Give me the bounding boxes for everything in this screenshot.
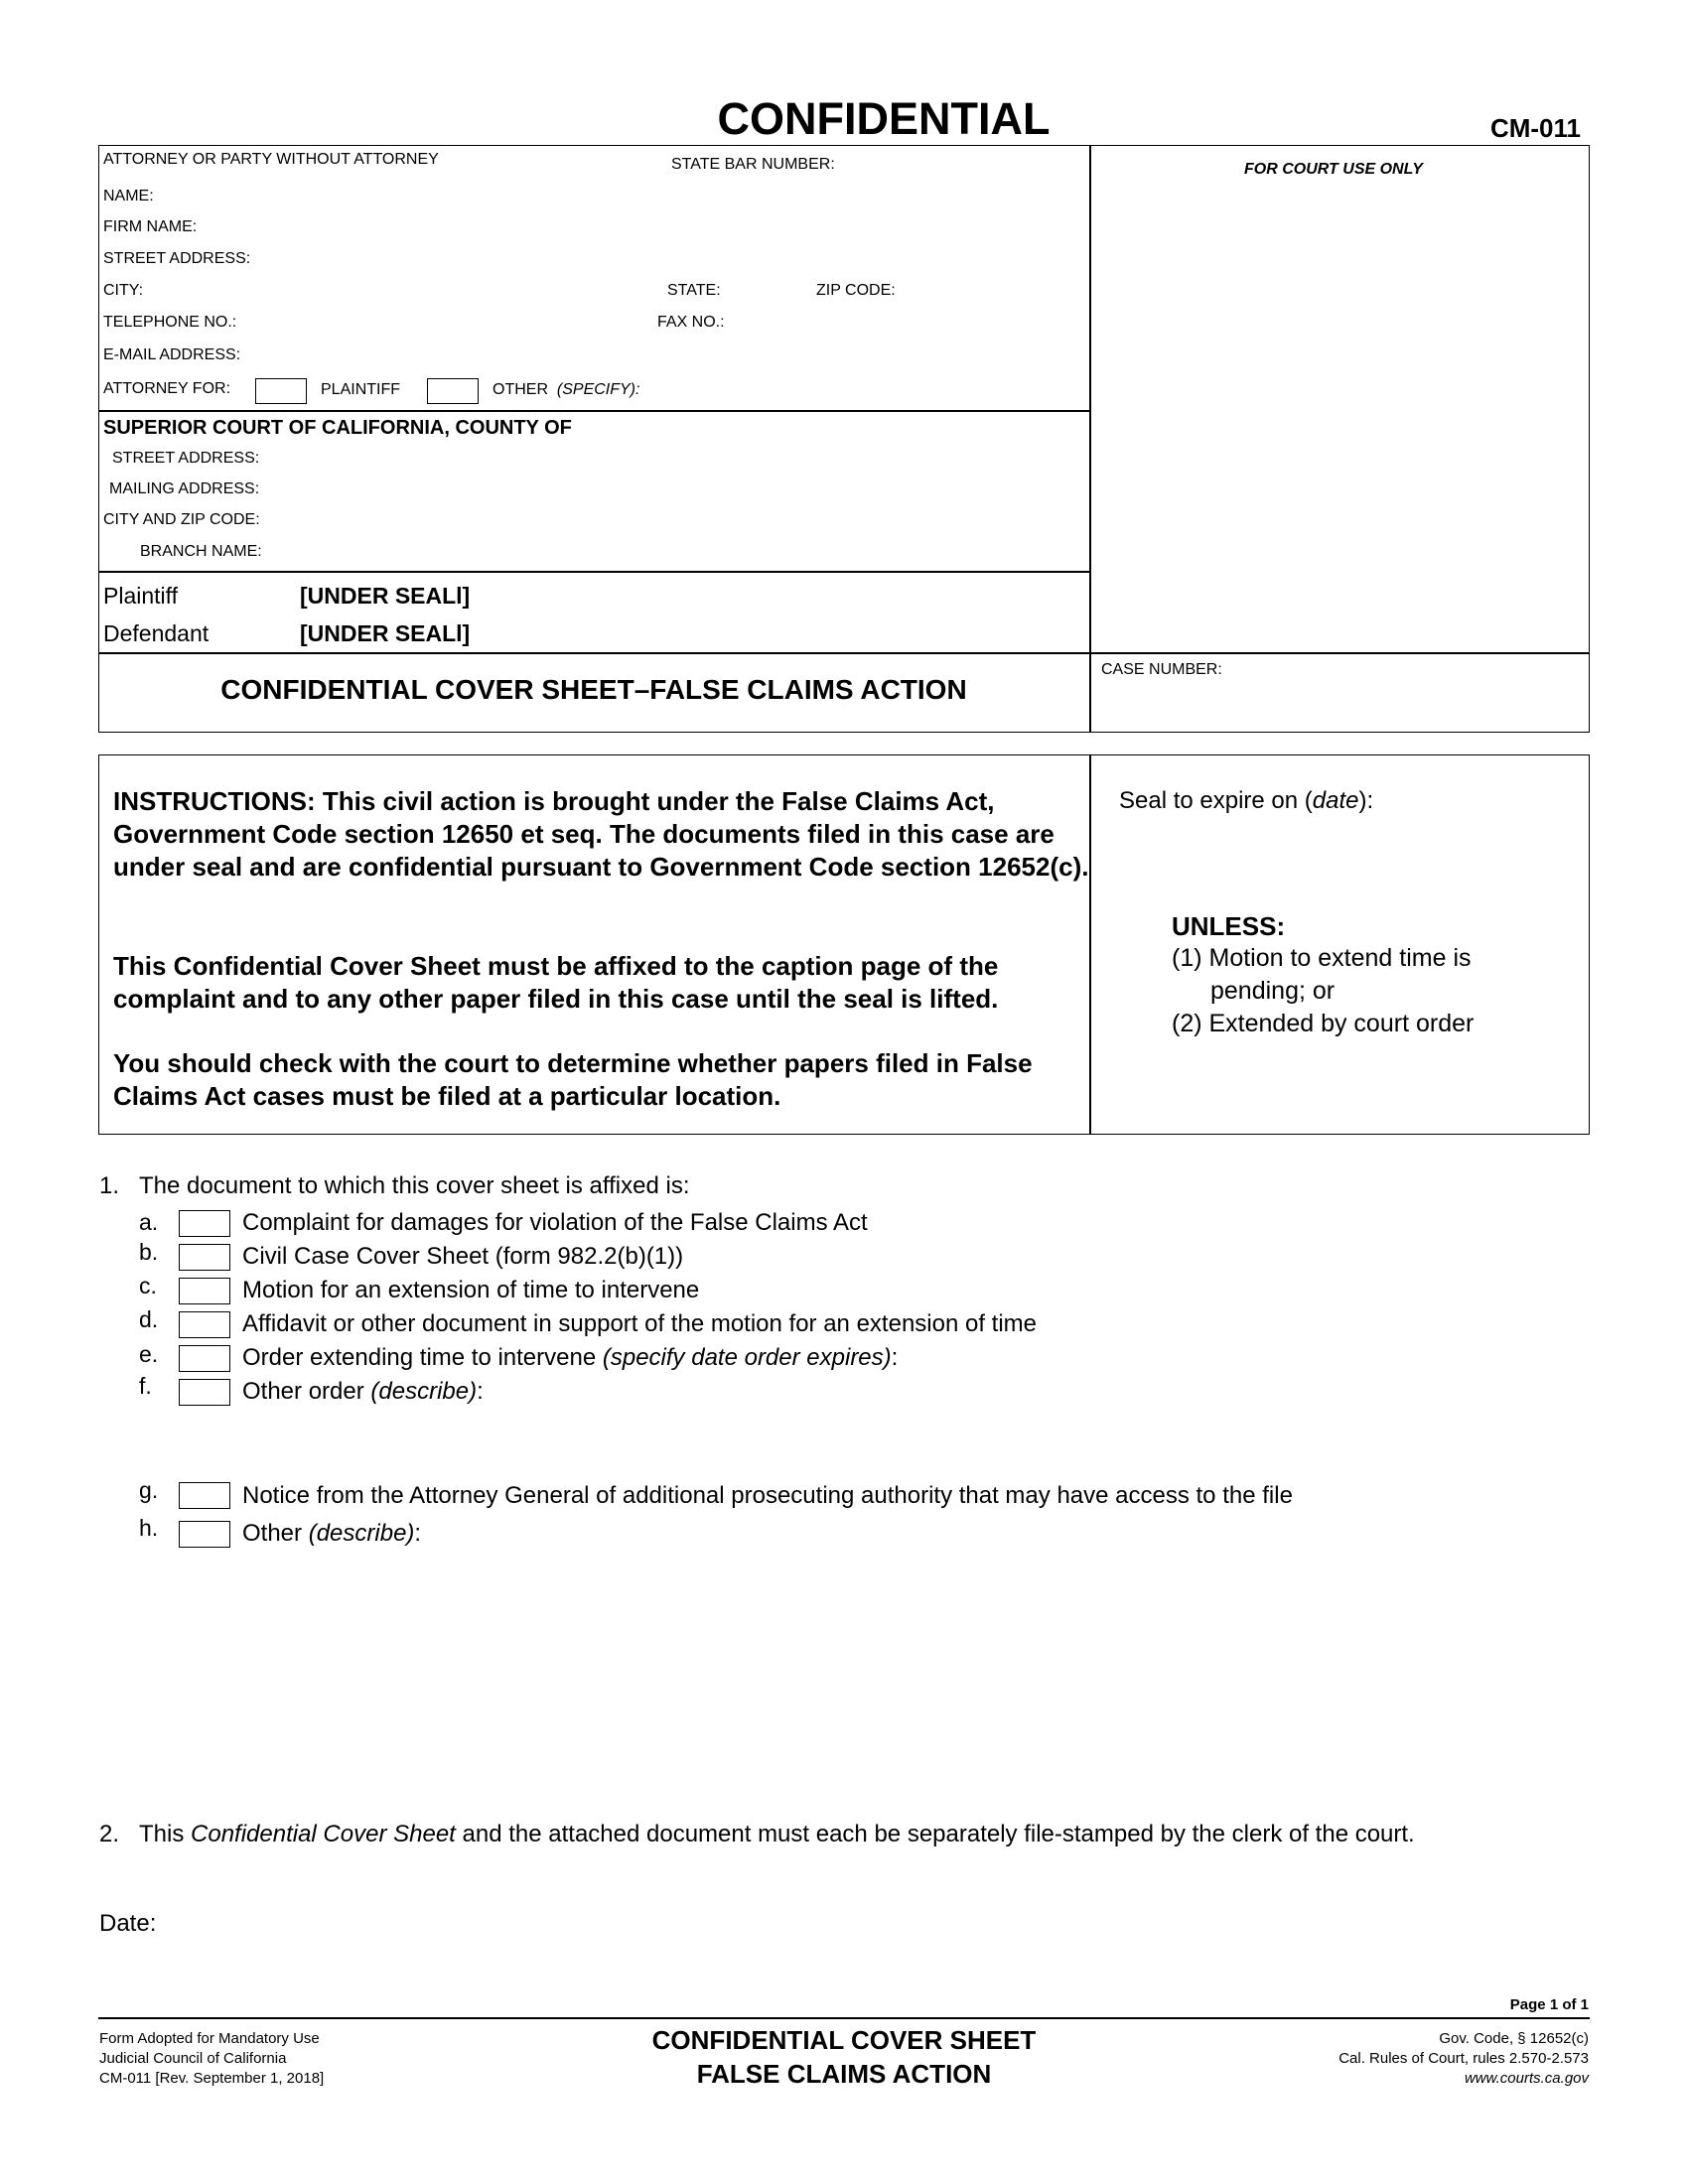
attorney-heading: ATTORNEY OR PARTY WITHOUT ATTORNEY (103, 151, 439, 168)
unless-label: UNLESS: (1172, 911, 1286, 941)
email-label: E-MAIL ADDRESS: (103, 346, 241, 363)
plaintiff-label: Plaintiff (103, 583, 179, 609)
state-bar-label: STATE BAR NUMBER: (671, 156, 835, 173)
item-e-colon: : (891, 1344, 899, 1371)
section-2-pre: This (139, 1821, 192, 1847)
item-b-checkbox[interactable] (179, 1244, 230, 1271)
plaintiff-checkbox[interactable] (255, 378, 307, 404)
footer-center (596, 2023, 1092, 2091)
city-zip-label: CITY AND ZIP CODE: (103, 511, 260, 528)
fax-label: FAX NO.: (657, 314, 725, 331)
footer-left-line-1: Form Adopted for Mandatory Use (99, 2030, 320, 2047)
firm-name-label: FIRM NAME: (103, 218, 198, 235)
item-g-checkbox[interactable] (179, 1482, 230, 1509)
seal-prefix: Seal to expire on ( (1119, 787, 1313, 814)
item-c-text: Motion for an extension of time to intervene (242, 1277, 700, 1303)
other-checkbox[interactable] (427, 378, 479, 404)
other-option-label (492, 381, 639, 399)
item-h-checkbox[interactable] (179, 1521, 230, 1548)
court-parties-divider (98, 571, 1089, 573)
caption-divider (1089, 145, 1091, 733)
plaintiff-value: [UNDER SEALl] (300, 583, 471, 609)
footer-left (99, 2029, 324, 2089)
item-b-letter: b. (139, 1239, 159, 1265)
item-e-note: (specify date order expires) (602, 1344, 892, 1371)
item-h-colon: : (414, 1520, 422, 1547)
item-h-note: (describe) (308, 1520, 415, 1547)
item-d-text: Affidavit or other document in support of the motion for an extension of time (242, 1310, 1038, 1337)
defendant-value: [UNDER SEALl] (300, 620, 471, 646)
case-number-label: CASE NUMBER: (1101, 661, 1222, 678)
section-1-number: 1. (99, 1172, 120, 1199)
city-label: CITY: (103, 282, 144, 299)
attorney-street-label: STREET ADDRESS: (103, 250, 251, 267)
seal-suffix: ): (1358, 787, 1374, 814)
item-c-letter: c. (139, 1273, 157, 1298)
item-e-main: Order extending time to intervene (242, 1344, 603, 1371)
section-1-intro: The document to which this cover sheet is affixed is: (139, 1172, 690, 1199)
item-e-text (242, 1344, 898, 1372)
section-2-italic: Confidential Cover Sheet (191, 1821, 456, 1847)
footer-center-line-2: FALSE CLAIMS ACTION (696, 2059, 992, 2089)
instructions-paragraph-3: You should check with the court to determine whether papers filed in False Claims Act cases must be filed at a particular location. (113, 1048, 1033, 1111)
cover-sheet-title: CONFIDENTIAL COVER SHEET–FALSE CLAIMS ACTION (220, 674, 967, 705)
footer-left-line-2: Judicial Council of California (99, 2050, 287, 2067)
section-2-text (139, 1821, 1415, 1848)
attorney-for-label: ATTORNEY FOR: (103, 380, 231, 397)
item-d-checkbox[interactable] (179, 1311, 230, 1338)
name-label: NAME: (103, 188, 154, 205)
item-a-letter: a. (139, 1209, 159, 1235)
item-h-main: Other (242, 1520, 309, 1547)
item-f-letter: f. (139, 1373, 152, 1399)
item-a-text: Complaint for damages for violation of the False Claims Act (242, 1209, 868, 1236)
seal-date-word: date (1312, 787, 1359, 814)
court-use-label: FOR COURT USE ONLY (1244, 161, 1423, 178)
item-d-letter: d. (139, 1306, 159, 1332)
date-label: Date: (99, 1910, 157, 1937)
court-street-label: STREET ADDRESS: (112, 450, 260, 467)
courts-website-link[interactable]: www.courts.ca.gov (1464, 2070, 1589, 2087)
item-h-letter: h. (139, 1515, 159, 1541)
condition-1-cont: pending; or (1210, 977, 1336, 1005)
page-title: CONFIDENTIAL (717, 93, 1051, 144)
plaintiff-option-label: PLAINTIFF (321, 381, 401, 398)
footer-right-line-2: Cal. Rules of Court, rules 2.570-2.573 (1338, 2050, 1589, 2067)
zip-code-label: ZIP CODE: (816, 282, 896, 299)
item-a-checkbox[interactable] (179, 1210, 230, 1237)
item-f-colon: : (477, 1378, 484, 1405)
condition-2: (2) Extended by court order (1172, 1010, 1475, 1037)
mailing-address-label: MAILING ADDRESS: (109, 480, 260, 497)
section-2-number: 2. (99, 1821, 120, 1847)
attorney-court-divider (98, 410, 1089, 412)
footer-center-line-1: CONFIDENTIAL COVER SHEET (651, 2025, 1037, 2055)
item-f-main: Other order (242, 1378, 371, 1405)
item-e-checkbox[interactable] (179, 1345, 230, 1372)
other-text: OTHER (492, 381, 548, 398)
footer-right-line-1: Gov. Code, § 12652(c) (1439, 2030, 1589, 2047)
item-f-note: (describe) (370, 1378, 478, 1405)
form-number: CM-011 (1489, 113, 1581, 143)
item-e-letter: e. (139, 1341, 159, 1367)
section-2-post: and the attached document must each be separately file-stamped by the clerk of the court. (455, 1821, 1415, 1847)
page-number: Page 1 of 1 (1509, 1996, 1589, 2013)
item-f-text (242, 1378, 484, 1406)
footer-rule (98, 2017, 1590, 2019)
item-c-checkbox[interactable] (179, 1278, 230, 1304)
footer-left-line-3: CM-011 [Rev. September 1, 2018] (99, 2070, 325, 2087)
state-label: STATE: (667, 282, 721, 299)
cover-title-divider (98, 652, 1590, 654)
instructions-paragraph-2: This Confidential Cover Sheet must be affixed to the caption page of the complaint and to any other paper filed in this case until the seal is lifted. (113, 951, 999, 1014)
specify-text: (SPECIFY): (556, 381, 640, 398)
defendant-label: Defendant (103, 620, 210, 646)
item-f-checkbox[interactable] (179, 1379, 230, 1406)
item-g-text: Notice from the Attorney General of additional prosecuting authority that may have access to the file (242, 1482, 1293, 1509)
condition-1: (1) Motion to extend time is (1172, 944, 1472, 972)
seal-expire-label (1119, 787, 1373, 815)
footer-right (1338, 2029, 1589, 2089)
item-h-text (242, 1520, 421, 1548)
court-heading: SUPERIOR COURT OF CALIFORNIA, COUNTY OF (103, 417, 572, 439)
branch-name-label: BRANCH NAME: (140, 543, 262, 560)
item-b-text: Civil Case Cover Sheet (form 982.2(b)(1)) (242, 1243, 684, 1270)
telephone-label: TELEPHONE NO.: (103, 314, 237, 331)
item-g-letter: g. (139, 1477, 159, 1503)
instructions-paragraph-1: INSTRUCTIONS: This civil action is brought under the False Claims Act, Government Code section 12650 et seq. The documents filed in this case are under seal and are confidential pursuant to Government Code section 12652(c). (113, 786, 1089, 882)
